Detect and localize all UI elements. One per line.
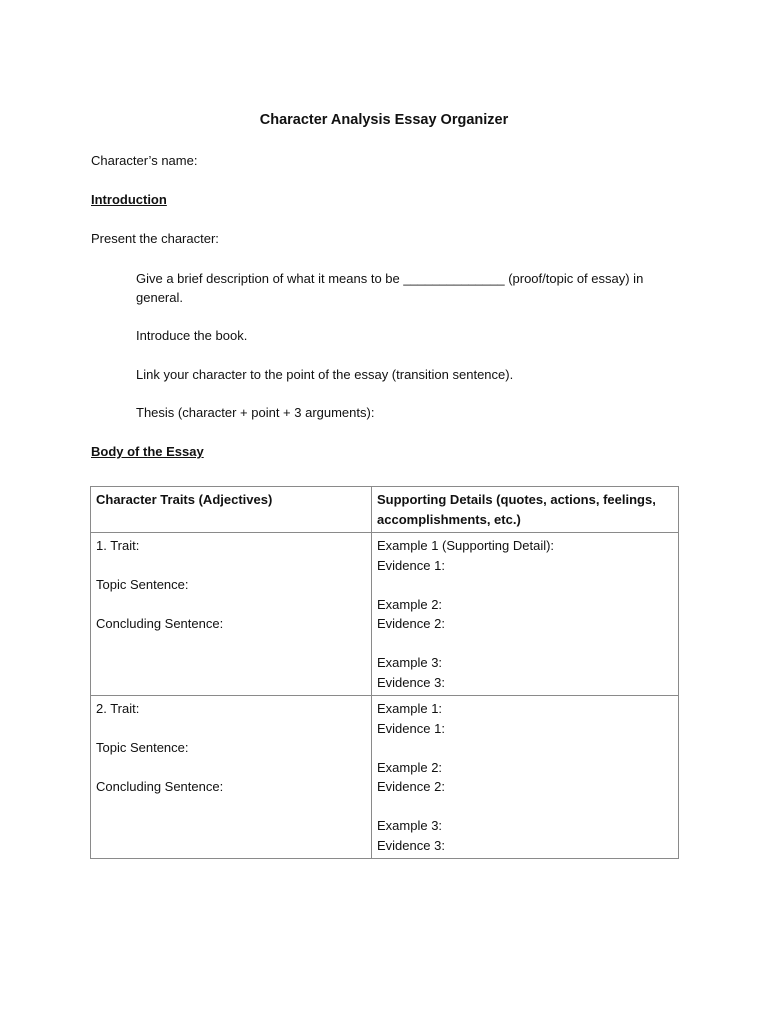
trait-label: 2. Trait: xyxy=(96,701,140,716)
evidence-1-label: Evidence 1: xyxy=(377,557,445,573)
intro-item-book: Introduce the book. xyxy=(136,328,248,343)
example-1-label: Example 1 (Supporting Detail): xyxy=(377,538,555,553)
topic-sentence-label: Topic Sentence: xyxy=(96,577,189,592)
example-2-label: Example 2: xyxy=(377,759,443,775)
introduction-heading: Introduction xyxy=(91,192,167,207)
evidence-3-label: Evidence 3: xyxy=(377,837,445,853)
present-character-label: Present the character: xyxy=(91,231,219,246)
example-3-label: Example 3: xyxy=(377,818,443,833)
example-1-label: Example 1: xyxy=(377,701,443,716)
table-header-row xyxy=(91,487,679,533)
details-cell xyxy=(372,533,679,696)
table-row xyxy=(91,533,679,696)
evidence-2-label: Evidence 2: xyxy=(377,779,445,794)
evidence-1-label: Evidence 1: xyxy=(377,720,445,736)
character-name-label: Character’s name: xyxy=(91,153,198,168)
intro-item-description: Give a brief description of what it means to be ______________ (proof/topic of essay) in general. xyxy=(136,271,644,305)
example-2-label: Example 2: xyxy=(377,596,443,612)
header-supporting-details: Supporting Details (quotes, actions, feelings, accomplishments, etc.) xyxy=(372,487,679,533)
table-row xyxy=(91,696,679,859)
organizer-table xyxy=(90,486,679,859)
topic-sentence-label: Topic Sentence: xyxy=(96,740,189,755)
intro-item-link: Link your character to the point of the essay (transition sentence). xyxy=(136,367,514,382)
evidence-3-label: Evidence 3: xyxy=(377,674,445,690)
concluding-sentence-label: Concluding Sentence: xyxy=(96,779,224,794)
header-traits: Character Traits (Adjectives) xyxy=(91,487,372,533)
trait-cell xyxy=(91,696,372,859)
body-heading: Body of the Essay xyxy=(91,444,204,459)
evidence-2-label: Evidence 2: xyxy=(377,616,445,631)
concluding-sentence-label: Concluding Sentence: xyxy=(96,616,224,631)
example-3-label: Example 3: xyxy=(377,655,443,670)
trait-label: 1. Trait: xyxy=(96,538,140,553)
trait-cell xyxy=(91,533,372,696)
document-title: Character Analysis Essay Organizer xyxy=(259,112,509,128)
details-cell xyxy=(372,696,679,859)
intro-item-thesis: Thesis (character + point + 3 arguments): xyxy=(136,405,375,420)
